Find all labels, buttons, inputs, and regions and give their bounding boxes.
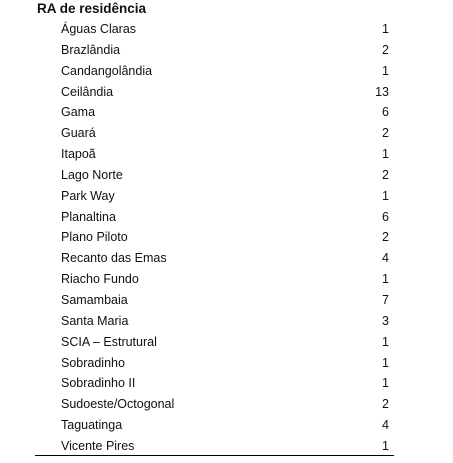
region-count: 1	[382, 438, 389, 453]
region-name: Sobradinho	[61, 355, 125, 370]
region-count: 2	[382, 42, 389, 57]
region-name: Ceilândia	[61, 84, 114, 99]
table-row	[0, 165, 453, 186]
region-count: 2	[382, 126, 389, 141]
table-row	[0, 102, 453, 123]
region-name: SCIA – Estrutural	[61, 334, 157, 349]
region-name: Park Way	[61, 188, 115, 203]
table-row	[0, 144, 453, 165]
table-row	[0, 82, 453, 103]
region-count: 7	[382, 292, 389, 307]
bottom-rule	[35, 455, 394, 456]
table-row	[0, 40, 453, 61]
region-name: Santa Maria	[61, 313, 129, 328]
region-count: 3	[382, 313, 389, 328]
region-name: Recanto das Emas	[61, 251, 167, 266]
region-name: Planaltina	[61, 209, 116, 224]
table-row	[0, 186, 453, 207]
region-count: 13	[375, 84, 389, 99]
table-row	[0, 123, 453, 144]
table-row	[0, 269, 453, 290]
table-row	[0, 207, 453, 228]
region-name: Candangolândia	[61, 63, 153, 78]
table-row	[0, 373, 453, 394]
region-name: Sudoeste/Octogonal	[61, 397, 175, 412]
region-name: Vicente Pires	[61, 438, 135, 453]
region-count: 1	[382, 22, 389, 36]
region-count: 1	[382, 334, 389, 349]
region-name: Plano Piloto	[61, 230, 128, 245]
region-count: 1	[382, 63, 389, 78]
region-count: 1	[382, 376, 389, 391]
table-row	[0, 19, 453, 40]
table-row	[0, 61, 453, 82]
table-row	[0, 436, 453, 457]
region-count: 2	[382, 167, 389, 182]
region-count: 2	[382, 397, 389, 412]
region-name: Riacho Fundo	[61, 272, 139, 287]
table-row	[0, 311, 453, 332]
region-count: 1	[382, 188, 389, 203]
region-name: Gama	[61, 105, 96, 120]
region-count: 6	[382, 105, 389, 120]
table-row	[0, 353, 453, 374]
table-row	[0, 227, 453, 248]
table-row	[0, 248, 453, 269]
region-name: Samambaia	[61, 292, 128, 307]
table-row	[0, 394, 453, 415]
region-name: Sobradinho II	[61, 376, 136, 391]
region-name: Itapoã	[61, 147, 96, 162]
region-count: 4	[382, 418, 389, 433]
table-row	[0, 332, 453, 353]
region-count: 1	[382, 355, 389, 370]
table-header: RA de residência	[37, 1, 147, 16]
region-count: 6	[382, 209, 389, 224]
region-name: Lago Norte	[61, 167, 123, 182]
region-name: Guará	[61, 126, 96, 141]
table-row	[0, 415, 453, 436]
region-count: 1	[382, 147, 389, 162]
table-rows	[0, 19, 453, 457]
region-name: Brazlândia	[61, 42, 121, 57]
region-count: 2	[382, 230, 389, 245]
region-count: 4	[382, 251, 389, 266]
region-count: 1	[382, 272, 389, 287]
region-name: Águas Claras	[61, 22, 137, 36]
table-row	[0, 290, 453, 311]
region-name: Taguatinga	[61, 418, 123, 433]
